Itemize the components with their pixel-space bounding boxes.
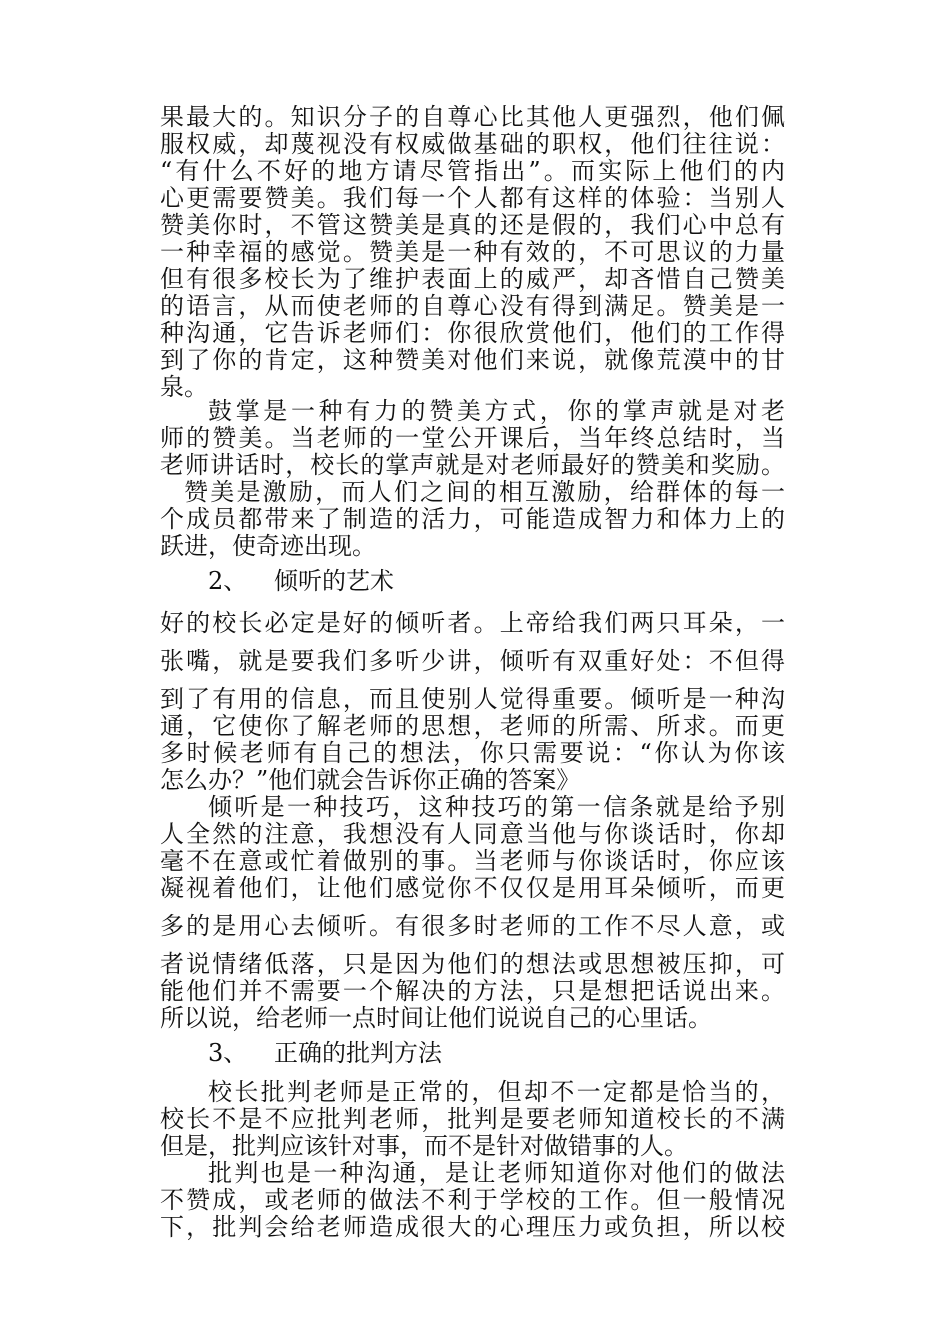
paragraph-5-line-1: 校长批判老师是正常的，但却不一定都是恰当的， xyxy=(208,1078,785,1106)
paragraph-4-line-6: 者说情绪低落，只是因为他们的想法或思想被压抑，可 xyxy=(160,950,785,978)
paragraph-4-line-4: 凝视着他们，让他们感觉你不仅仅是用耳朵倾听，而更 xyxy=(160,874,785,902)
document-body xyxy=(160,0,785,1342)
paragraph-4-line-1: 倾听是一种技巧，这种技巧的第一信条就是给予别 xyxy=(208,793,785,821)
paragraph-2-line-4: 赞美是激励，而人们之间的相互激励，给群体的每一 xyxy=(184,478,785,506)
paragraph-1-line-9: 种沟通，它告诉老师们：你很欣赏他们，他们的工作得 xyxy=(160,319,785,347)
paragraph-1-line-11: 泉。 xyxy=(160,373,208,401)
paragraph-1-line-2: 服权威，却蔑视没有权威做基础的职权，他们往往说： xyxy=(160,130,785,158)
paragraph-4-line-5: 多的是用心去倾听。有很多时老师的工作不尽人意，或 xyxy=(160,912,785,940)
paragraph-1-line-10: 到了你的肯定，这种赞美对他们来说，就像荒漠中的甘 xyxy=(160,346,785,374)
paragraph-4-line-8: 所以说，给老师一点时间让他们说说自己的心里话。 xyxy=(160,1004,712,1032)
section-2-title: 倾听的艺术 xyxy=(274,567,394,595)
paragraph-2-line-3: 老师讲话时，校长的掌声就是对老师最好的赞美和奖励。 xyxy=(160,451,785,479)
paragraph-3-line-5: 多时候老师有自己的想法，你只需要说：“你认为你该 xyxy=(160,739,785,767)
paragraph-1-line-4: 心更需要赞美。我们每一个人都有这样的体验：当别人 xyxy=(160,184,785,212)
paragraph-1-line-8: 的语言，从而使老师的自尊心没有得到满足。赞美是一 xyxy=(160,292,785,320)
paragraph-4-line-7: 能他们并不需要一个解决的方法，只是想把话说出来。 xyxy=(160,977,785,1005)
paragraph-4-line-3: 毫不在意或忙着做别的事。当老师与你谈话时，你应该 xyxy=(160,847,785,875)
paragraph-1-line-3: “有什么不好的地方请尽管指出”。而实际上他们的内 xyxy=(160,157,785,185)
paragraph-1-line-1: 果最大的。知识分子的自尊心比其他人更强烈，他们佩 xyxy=(160,103,785,131)
paragraph-3-line-2: 张嘴，就是要我们多听少讲，倾听有双重好处：不但得 xyxy=(160,647,785,675)
section-3-number: 3、 xyxy=(208,1039,248,1067)
paragraph-6-line-3: 下，批判会给老师造成很大的心理压力或负担，所以校 xyxy=(160,1213,785,1241)
paragraph-3-line-6: 怎么办？”他们就会告诉你正确的答案》 xyxy=(160,766,581,794)
paragraph-1-line-7: 但有很多校长为了维护表面上的威严，却吝惜自己赞美 xyxy=(160,265,785,293)
paragraph-2-line-2: 师的赞美。当老师的一堂公开课后，当年终总结时，当 xyxy=(160,424,785,452)
paragraph-3-line-4: 通，它使你了解老师的思想，老师的所需、所求。而更 xyxy=(160,712,785,740)
paragraph-2-line-6: 跃进，使奇迹出现。 xyxy=(160,532,376,560)
paragraph-2-line-5: 个成员都带来了制造的活力，可能造成智力和体力上的 xyxy=(160,505,785,533)
paragraph-3-line-1: 好的校长必定是好的倾听者。上帝给我们两只耳朵，一 xyxy=(160,609,785,637)
paragraph-6-line-2: 不赞成，或老师的做法不利于学校的工作。但一般情况 xyxy=(160,1186,785,1214)
paragraph-5-line-2: 校长不是不应批判老师，批判是要老师知道校长的不满 xyxy=(160,1105,785,1133)
paragraph-3-line-3: 到了有用的信息，而且使别人觉得重要。倾听是一种沟 xyxy=(160,685,785,713)
paragraph-6-line-1: 批判也是一种沟通，是让老师知道你对他们的做法 xyxy=(208,1159,785,1187)
section-2-number: 2、 xyxy=(208,567,248,595)
paragraph-1-line-5: 赞美你时，不管这赞美是真的还是假的，我们心中总有 xyxy=(160,211,785,239)
paragraph-2-line-1: 鼓掌是一种有力的赞美方式，你的掌声就是对老 xyxy=(208,397,785,425)
section-3-title: 正确的批判方法 xyxy=(274,1039,442,1067)
paragraph-5-line-3: 但是，批判应该针对事，而不是针对做错事的人。 xyxy=(160,1132,688,1160)
paragraph-4-line-2: 人全然的注意，我想没有人同意当他与你谈话时，你却 xyxy=(160,820,785,848)
paragraph-1-line-6: 一种幸福的感觉。赞美是一种有效的，不可思议的力量 xyxy=(160,238,785,266)
